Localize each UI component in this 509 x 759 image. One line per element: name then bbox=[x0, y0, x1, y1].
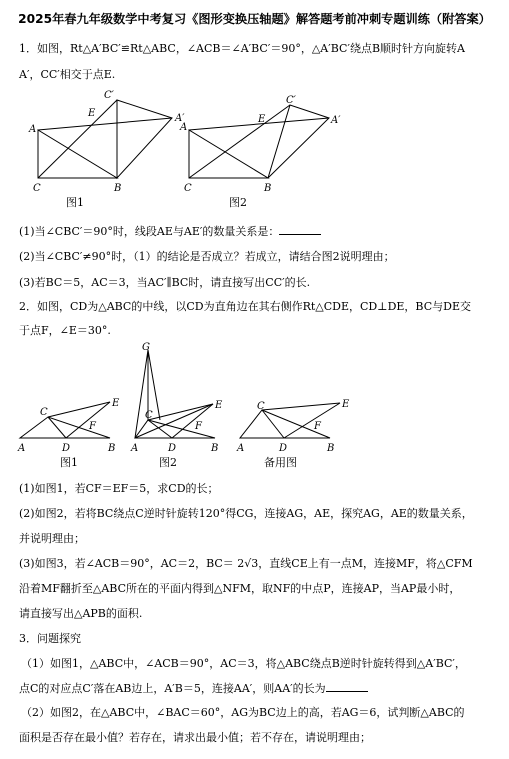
q1f1-label-c: C bbox=[33, 183, 41, 194]
q1f1-label-e: E bbox=[88, 108, 96, 119]
q3-part2-line1: （2）如图2，在△ABC中，∠BAC＝60°，AG为BC边上的高，若AG＝6，试判断△ABC的 bbox=[21, 706, 465, 719]
q2f2-label-d: D bbox=[168, 443, 177, 454]
q2f2-label-f: F bbox=[195, 421, 202, 432]
q2f3-label-b: B bbox=[327, 443, 335, 454]
q2-stem-line2: 于点F，∠E＝30°. bbox=[19, 324, 111, 337]
q2-part3-line1: (3)如图3，若∠ACB＝90°，AC＝2，BC＝ 2√3，直线CE上有一点M，连接MF，将△CFM bbox=[19, 557, 473, 570]
q3-part1-answer-blank[interactable] bbox=[326, 681, 368, 692]
q2f3-label-f: F bbox=[314, 421, 321, 432]
q2f1-label-e: E bbox=[112, 398, 120, 409]
q2f1-label-f: F bbox=[89, 421, 96, 432]
q2-part3-line3: 请直接写出△APB的面积. bbox=[19, 607, 143, 620]
q2-part2-line2: 并说明理由； bbox=[19, 532, 85, 545]
q2f3-line-d-e bbox=[284, 403, 340, 438]
q2f3-label-c: C bbox=[257, 401, 265, 412]
q1f2-label-ap: A′ bbox=[331, 115, 341, 126]
q2f1-label-c: C bbox=[40, 407, 48, 418]
q1-fig1-caption: 图1 bbox=[66, 196, 84, 209]
q1-stem-line1: 1．如图，Rt△A′BC′≌Rt△ABC，∠ACB＝∠A′BC′＝90°，△A′BC′绕点B顺时针方向旋转A bbox=[19, 42, 465, 55]
q1-part3: (3)若BC＝5，AC＝3，当AC′∥BC时，请直接写出CC′的长. bbox=[19, 276, 311, 289]
q2f2-label-c: C bbox=[145, 410, 153, 421]
q2f2-label-e: E bbox=[215, 400, 223, 411]
q3-part1-line2: 点C的对应点C′落在AB边上，A′B＝5，连接AA′，则AA′的长为 bbox=[19, 680, 368, 696]
q2f1-label-a: A bbox=[18, 443, 26, 454]
q1f1-label-ap: A′ bbox=[175, 113, 185, 124]
q2f2-label-a: A bbox=[131, 443, 139, 454]
q1f2-label-c: C bbox=[184, 183, 192, 194]
q1-part1: (1)当∠CBC′＝90°时，线段AE与AE′的数量关系是： bbox=[19, 223, 321, 239]
q1f2-label-cp: C′ bbox=[286, 95, 296, 106]
q2f3-label-e: E bbox=[342, 399, 350, 410]
page-title: 2025年春九年级数学中考复习《图形变换压轴题》解答题考前冲刺专题训练（附答案） bbox=[18, 12, 491, 26]
q2-part2-line1: (2)如图2，若将BC绕点C逆时针旋转120°得CG，连接AG，AE，探究AG，AE的数量关系， bbox=[19, 507, 473, 520]
q3-heading: 3．问题探究 bbox=[19, 632, 81, 645]
q2f2-label-g: G bbox=[142, 342, 150, 353]
q1-stem-line2: A′，CC′相交于点E. bbox=[19, 68, 116, 81]
q3-part2-line2: 面积是否存在最小值？若存在，请求出最小值；若不存在，请说明理由； bbox=[19, 731, 371, 744]
q2-fig1-caption: 图1 bbox=[60, 456, 78, 469]
q1f2-label-e: E bbox=[258, 114, 266, 125]
q1f1-label-b: B bbox=[114, 183, 122, 194]
q2-fig3-caption: 备用图 bbox=[264, 456, 297, 469]
q3-part1-line1: （1）如图1，△ABC中，∠ACB＝90°，AC＝3，将△ABC绕点B逆时针旋转得到△A′BC′， bbox=[21, 657, 466, 670]
q2f3-label-a: A bbox=[237, 443, 245, 454]
q1f2-label-b: B bbox=[264, 183, 272, 194]
q2-fig2-caption: 图2 bbox=[159, 456, 177, 469]
q1f2-label-a: A bbox=[180, 122, 188, 133]
q1f1-label-a: A bbox=[29, 124, 37, 135]
q1-part2: (2)当∠CBC′≠90°时，（1）的结论是否成立？若成立，请结合图2说明理由； bbox=[19, 250, 395, 263]
q1-fig2-caption: 图2 bbox=[229, 196, 247, 209]
q2f1-label-b: B bbox=[108, 443, 116, 454]
q2f2-label-b: B bbox=[211, 443, 219, 454]
q2f1-label-d: D bbox=[62, 443, 71, 454]
q2-stem-line1: 2．如图，CD为△ABC的中线，以CD为直角边在其右侧作Rt△CDE，CD⊥DE，BC与DE交 bbox=[19, 300, 471, 313]
q1f1-label-cp: C′ bbox=[104, 90, 114, 101]
q2-part1: (1)如图1，若CF＝EF＝5，求CD的长； bbox=[19, 482, 219, 495]
q2f3-label-d: D bbox=[279, 443, 288, 454]
q2-part3-line2: 沿着MF翻折至△ABC所在的平面内得到△NFM，取NF的中点P，连接AP，当AP最小时， bbox=[19, 582, 461, 595]
q2f3-line-c-e bbox=[262, 403, 340, 410]
